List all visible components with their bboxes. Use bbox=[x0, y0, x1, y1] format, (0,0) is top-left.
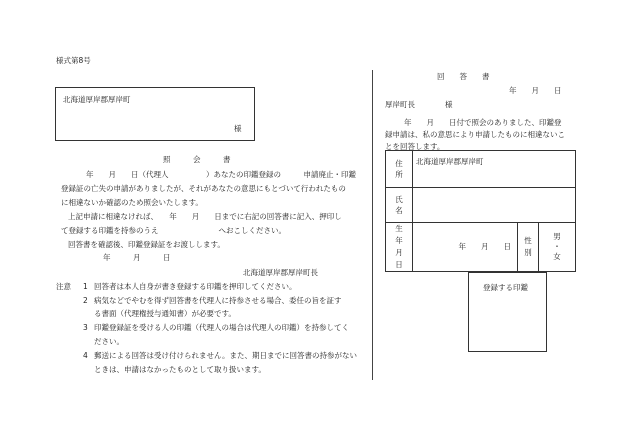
inquiry-title: 照 会 書 bbox=[163, 155, 231, 164]
address-label-cell bbox=[386, 151, 413, 188]
sex-value-separator: ・ bbox=[553, 241, 561, 251]
note-4-line-1: 郵送による回答は受け付けられません。また、期日までに回答書の持参がない bbox=[94, 351, 357, 360]
form-number: 様式第8号 bbox=[56, 56, 91, 65]
note-2-line-1: 病気などでやむを得ず回答書を代理人に持参させる場合、委任の旨を証す bbox=[94, 296, 342, 305]
address-value: 北海道厚岸郡厚岸町 bbox=[416, 157, 484, 166]
inquiry-body-line-1: 年 月 日（代理人 ）あなたの印鑑登録の 申請廃止・印鑑 bbox=[86, 170, 356, 179]
reply-body-line-3: とを回答します。 bbox=[385, 142, 445, 151]
notes-label: 注意 bbox=[56, 282, 71, 291]
note-4-number: 4 bbox=[83, 351, 88, 360]
reply-body-line-1: 年 月 日付で照会のありました、印鑑登 bbox=[404, 118, 562, 127]
address-town: 北海道厚岸郡厚岸町 bbox=[63, 95, 131, 104]
note-1-number: 1 bbox=[83, 282, 88, 291]
birth-label-cell bbox=[386, 223, 413, 272]
note-3-number: 3 bbox=[83, 323, 88, 332]
address-honorific: 様 bbox=[234, 124, 242, 133]
birth-label-2: 月 日 bbox=[395, 248, 411, 269]
name-value-cell bbox=[413, 188, 576, 223]
birth-value-cell bbox=[413, 223, 518, 272]
name-label-cell bbox=[386, 188, 413, 223]
note-3-line-1: 印鑑登録証を受ける人の印鑑（代理人の場合は代理人の印鑑）を持参してく bbox=[94, 323, 349, 332]
sex-label-cell bbox=[518, 223, 539, 272]
seal-box-label: 登録する印鑑 bbox=[483, 283, 528, 292]
birth-label-1: 生 年 bbox=[395, 224, 411, 245]
sex-value-male: 男 bbox=[553, 231, 561, 241]
address-label: 住 所 bbox=[395, 158, 411, 179]
inquiry-body-line-2: 登録証の亡失の申請がありましたが、それがあなたの意思にもとづいて行われたもの bbox=[61, 184, 346, 193]
reply-table bbox=[385, 150, 576, 272]
inquiry-body-line-6: 回答書を確認後、印鑑登録証をお渡しします。 bbox=[68, 240, 225, 249]
note-3-line-2: ださい。 bbox=[94, 337, 124, 346]
address-box bbox=[55, 87, 255, 141]
note-2-line-2: る書面（代理権授与通知書）が必要です。 bbox=[94, 309, 236, 318]
reply-date-line: 年 月 日 bbox=[509, 86, 562, 95]
inquiry-issuer: 北海道厚岸郡厚岸町長 bbox=[243, 268, 318, 277]
birth-value: 年 月 日 bbox=[458, 242, 511, 252]
name-label: 氏 名 bbox=[395, 194, 411, 215]
reply-addressee: 厚岸町長 様 bbox=[385, 100, 453, 109]
inquiry-body-line-5: て登録する印鑑を持参のうえ へおこしください。 bbox=[61, 226, 286, 235]
sex-value-cell bbox=[539, 223, 576, 272]
reply-body-line-2: 録申請は、私の意思により申請したものに相違ないこ bbox=[385, 130, 565, 139]
page-divider bbox=[372, 70, 373, 380]
sex-value-female: 女 bbox=[553, 252, 561, 262]
inquiry-date-line: 年 月 日 bbox=[103, 253, 171, 262]
inquiry-body-line-4: 上記申請に相違なければ、 年 月 日までに右記の回答書に記入、押印し bbox=[68, 212, 342, 221]
note-1-line-1: 回答者は本人自身が書き登録する印鑑を押印してください。 bbox=[94, 282, 297, 291]
address-value-cell bbox=[413, 151, 576, 188]
sex-label-2: 別 bbox=[524, 248, 532, 257]
sex-label-1: 性 bbox=[524, 236, 532, 245]
seal-box bbox=[468, 272, 547, 352]
note-4-line-2: ときは、申請はなかったものとして取り扱います。 bbox=[94, 365, 266, 374]
reply-title: 回 答 書 bbox=[437, 72, 490, 81]
inquiry-body-line-3: に相違ないか確認のため照会いたします。 bbox=[61, 198, 203, 207]
note-2-number: 2 bbox=[83, 296, 88, 305]
